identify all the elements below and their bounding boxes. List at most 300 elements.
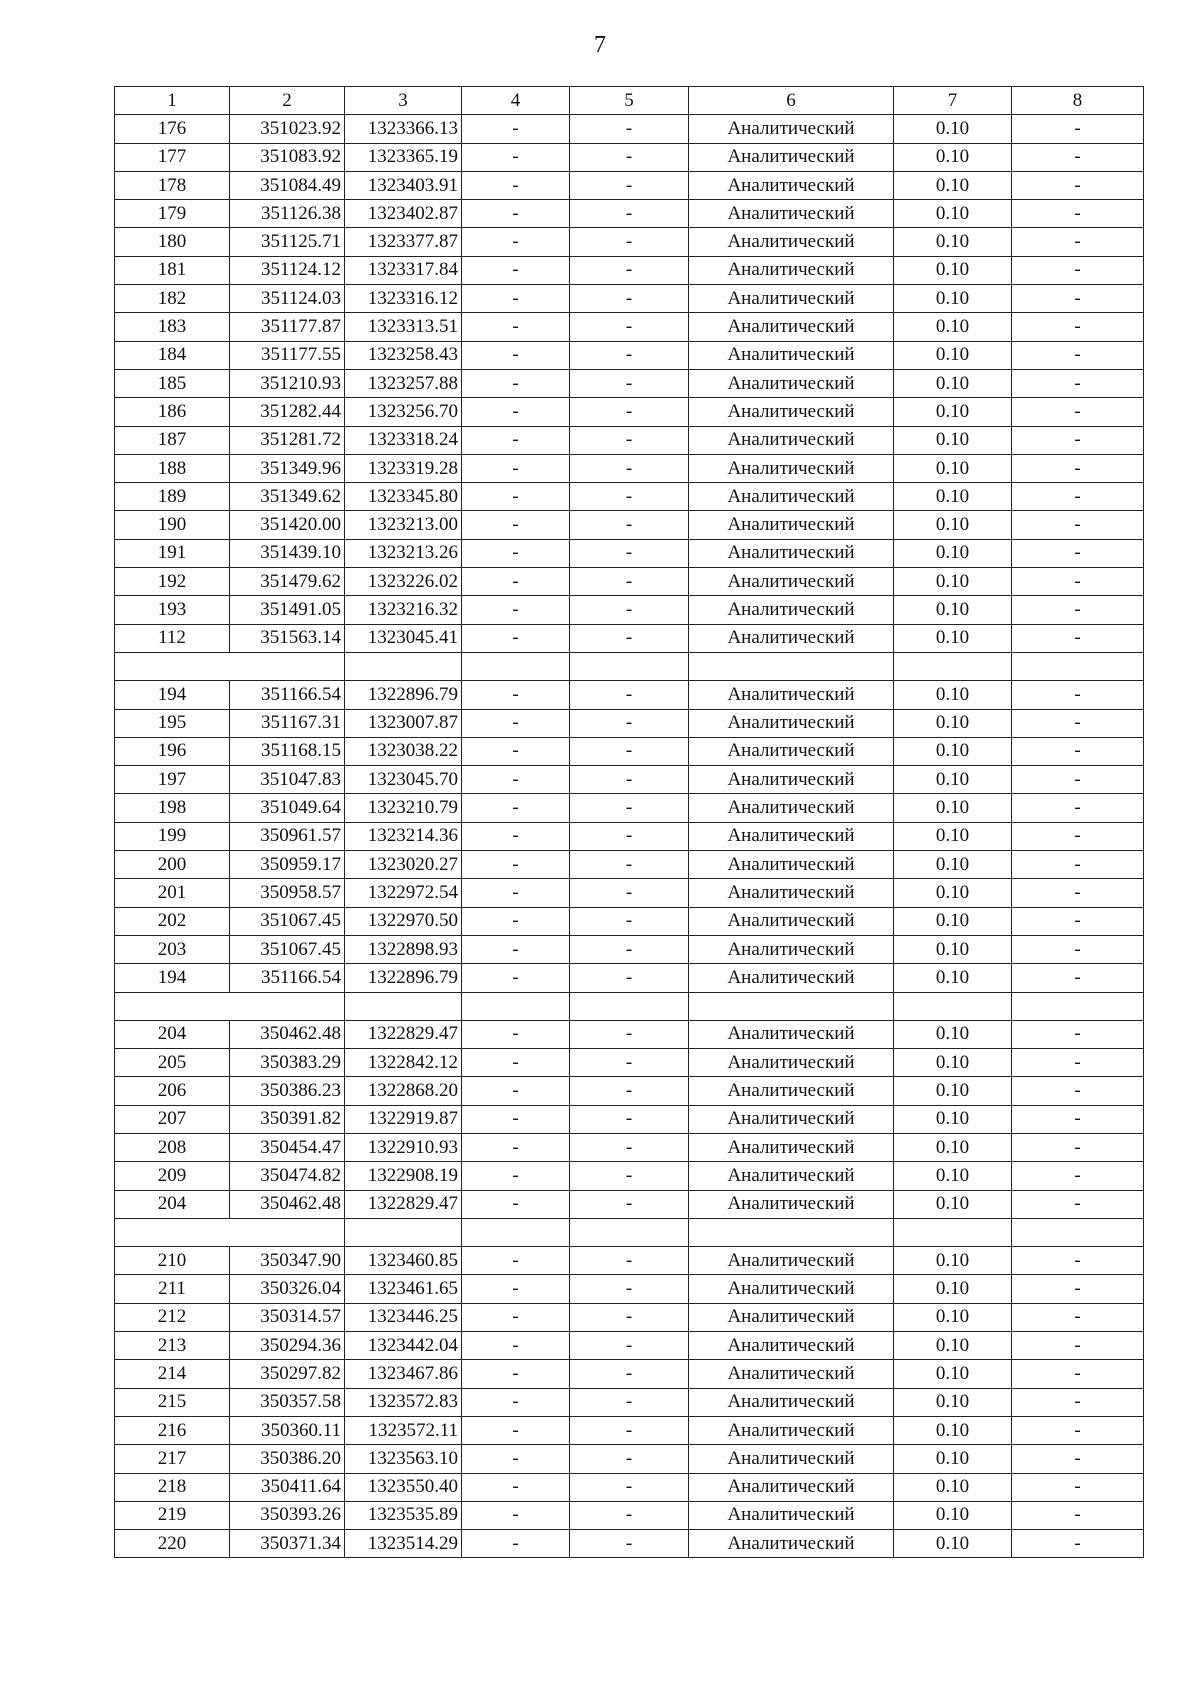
col8-cell: -	[1012, 285, 1144, 313]
point-number-cell: 193	[115, 596, 230, 624]
x-coordinate-cell: 351125.71	[230, 228, 345, 256]
col5-cell: -	[570, 681, 689, 709]
col5-cell: -	[570, 1077, 689, 1105]
method-cell: Аналитический	[689, 1020, 894, 1048]
col4-cell: -	[462, 964, 570, 992]
col8-cell: -	[1012, 1133, 1144, 1161]
method-cell: Аналитический	[689, 1049, 894, 1077]
col4-cell: -	[462, 398, 570, 426]
accuracy-cell: 0.10	[894, 1501, 1012, 1529]
y-coordinate-cell: 1323316.12	[345, 285, 462, 313]
col4-cell: -	[462, 341, 570, 369]
y-coordinate-cell: 1322842.12	[345, 1049, 462, 1077]
y-coordinate-cell: 1323377.87	[345, 228, 462, 256]
header-cell: 6	[689, 87, 894, 115]
accuracy-cell: 0.10	[894, 1530, 1012, 1558]
x-coordinate-cell: 351083.92	[230, 143, 345, 171]
separator-row	[115, 992, 1144, 1020]
y-coordinate-cell: 1323365.19	[345, 143, 462, 171]
x-coordinate-cell: 350462.48	[230, 1020, 345, 1048]
accuracy-cell: 0.10	[894, 426, 1012, 454]
y-coordinate-cell: 1323572.11	[345, 1416, 462, 1444]
col4-cell: -	[462, 511, 570, 539]
table-row	[115, 1190, 1144, 1218]
col5-cell: -	[570, 596, 689, 624]
y-coordinate-cell: 1323007.87	[345, 709, 462, 737]
method-cell: Аналитический	[689, 454, 894, 482]
col8-cell: -	[1012, 1275, 1144, 1303]
x-coordinate-cell: 351349.62	[230, 483, 345, 511]
col4-cell: -	[462, 681, 570, 709]
table-row	[115, 256, 1144, 284]
accuracy-cell: 0.10	[894, 1247, 1012, 1275]
point-number-cell: 180	[115, 228, 230, 256]
table-row	[115, 539, 1144, 567]
y-coordinate-cell: 1323572.83	[345, 1388, 462, 1416]
y-coordinate-cell: 1322896.79	[345, 964, 462, 992]
y-coordinate-cell: 1323216.32	[345, 596, 462, 624]
empty-cell	[345, 992, 462, 1020]
method-cell: Аналитический	[689, 1445, 894, 1473]
col5-cell: -	[570, 369, 689, 397]
x-coordinate-cell: 351439.10	[230, 539, 345, 567]
y-coordinate-cell: 1323535.89	[345, 1501, 462, 1529]
accuracy-cell: 0.10	[894, 1105, 1012, 1133]
accuracy-cell: 0.10	[894, 1360, 1012, 1388]
col4-cell: -	[462, 624, 570, 652]
y-coordinate-cell: 1323020.27	[345, 851, 462, 879]
empty-cell	[570, 652, 689, 680]
point-number-cell: 204	[115, 1190, 230, 1218]
point-number-cell: 178	[115, 171, 230, 199]
table-row	[115, 115, 1144, 143]
point-number-cell: 208	[115, 1133, 230, 1161]
col5-cell: -	[570, 766, 689, 794]
col8-cell: -	[1012, 539, 1144, 567]
accuracy-cell: 0.10	[894, 454, 1012, 482]
col5-cell: -	[570, 143, 689, 171]
y-coordinate-cell: 1323256.70	[345, 398, 462, 426]
accuracy-cell: 0.10	[894, 256, 1012, 284]
col4-cell: -	[462, 1473, 570, 1501]
x-coordinate-cell: 351177.87	[230, 313, 345, 341]
empty-cell	[894, 1218, 1012, 1246]
accuracy-cell: 0.10	[894, 369, 1012, 397]
accuracy-cell: 0.10	[894, 341, 1012, 369]
table-row	[115, 624, 1144, 652]
point-number-cell: 179	[115, 200, 230, 228]
point-number-cell: 197	[115, 766, 230, 794]
y-coordinate-cell: 1323045.41	[345, 624, 462, 652]
x-coordinate-cell: 351049.64	[230, 794, 345, 822]
col5-cell: -	[570, 879, 689, 907]
col4-cell: -	[462, 200, 570, 228]
method-cell: Аналитический	[689, 907, 894, 935]
point-number-cell: 191	[115, 539, 230, 567]
table-row	[115, 568, 1144, 596]
col5-cell: -	[570, 907, 689, 935]
point-number-cell: 213	[115, 1332, 230, 1360]
accuracy-cell: 0.10	[894, 313, 1012, 341]
x-coordinate-cell: 350294.36	[230, 1332, 345, 1360]
col4-cell: -	[462, 1133, 570, 1161]
accuracy-cell: 0.10	[894, 879, 1012, 907]
col4-cell: -	[462, 907, 570, 935]
col8-cell: -	[1012, 228, 1144, 256]
method-cell: Аналитический	[689, 822, 894, 850]
point-number-cell: 204	[115, 1020, 230, 1048]
accuracy-cell: 0.10	[894, 1162, 1012, 1190]
point-number-cell: 184	[115, 341, 230, 369]
col4-cell: -	[462, 313, 570, 341]
header-cell: 1	[115, 87, 230, 115]
y-coordinate-cell: 1322972.54	[345, 879, 462, 907]
table-row	[115, 313, 1144, 341]
col8-cell: -	[1012, 851, 1144, 879]
point-number-cell: 112	[115, 624, 230, 652]
table-row	[115, 1303, 1144, 1331]
x-coordinate-cell: 351166.54	[230, 964, 345, 992]
accuracy-cell: 0.10	[894, 766, 1012, 794]
x-coordinate-cell: 351420.00	[230, 511, 345, 539]
table-row	[115, 907, 1144, 935]
method-cell: Аналитический	[689, 568, 894, 596]
col8-cell: -	[1012, 511, 1144, 539]
table-row	[115, 935, 1144, 963]
col8-cell: -	[1012, 681, 1144, 709]
x-coordinate-cell: 351124.03	[230, 285, 345, 313]
x-coordinate-cell: 351166.54	[230, 681, 345, 709]
point-number-cell: 205	[115, 1049, 230, 1077]
accuracy-cell: 0.10	[894, 935, 1012, 963]
col4-cell: -	[462, 851, 570, 879]
col8-cell: -	[1012, 398, 1144, 426]
accuracy-cell: 0.10	[894, 851, 1012, 879]
method-cell: Аналитический	[689, 766, 894, 794]
table-row	[115, 1105, 1144, 1133]
col4-cell: -	[462, 1190, 570, 1218]
col8-cell: -	[1012, 964, 1144, 992]
col8-cell: -	[1012, 568, 1144, 596]
empty-cell	[230, 652, 345, 680]
method-cell: Аналитический	[689, 1133, 894, 1161]
table-row	[115, 285, 1144, 313]
x-coordinate-cell: 351177.55	[230, 341, 345, 369]
x-coordinate-cell: 350371.34	[230, 1530, 345, 1558]
empty-cell	[345, 1218, 462, 1246]
col8-cell: -	[1012, 369, 1144, 397]
accuracy-cell: 0.10	[894, 228, 1012, 256]
col8-cell: -	[1012, 1445, 1144, 1473]
table-row	[115, 1473, 1144, 1501]
col8-cell: -	[1012, 879, 1144, 907]
table-row	[115, 1133, 1144, 1161]
point-number-cell: 215	[115, 1388, 230, 1416]
x-coordinate-cell: 350297.82	[230, 1360, 345, 1388]
empty-cell	[570, 992, 689, 1020]
x-coordinate-cell: 350357.58	[230, 1388, 345, 1416]
empty-cell	[462, 992, 570, 1020]
col5-cell: -	[570, 1332, 689, 1360]
col5-cell: -	[570, 822, 689, 850]
method-cell: Аналитический	[689, 313, 894, 341]
y-coordinate-cell: 1322970.50	[345, 907, 462, 935]
method-cell: Аналитический	[689, 143, 894, 171]
y-coordinate-cell: 1323319.28	[345, 454, 462, 482]
y-coordinate-cell: 1323563.10	[345, 1445, 462, 1473]
accuracy-cell: 0.10	[894, 1275, 1012, 1303]
col4-cell: -	[462, 143, 570, 171]
table-row	[115, 596, 1144, 624]
col4-cell: -	[462, 709, 570, 737]
accuracy-cell: 0.10	[894, 1077, 1012, 1105]
col8-cell: -	[1012, 709, 1144, 737]
col5-cell: -	[570, 341, 689, 369]
table-row	[115, 794, 1144, 822]
x-coordinate-cell: 350386.20	[230, 1445, 345, 1473]
point-number-cell: 201	[115, 879, 230, 907]
x-coordinate-cell: 350959.17	[230, 851, 345, 879]
accuracy-cell: 0.10	[894, 1049, 1012, 1077]
point-number-cell: 176	[115, 115, 230, 143]
table-row	[115, 1332, 1144, 1360]
table-row	[115, 1530, 1144, 1558]
col8-cell: -	[1012, 313, 1144, 341]
table-row	[115, 709, 1144, 737]
col8-cell: -	[1012, 1020, 1144, 1048]
empty-cell	[1012, 1218, 1144, 1246]
table-row	[115, 1049, 1144, 1077]
col4-cell: -	[462, 115, 570, 143]
col8-cell: -	[1012, 1332, 1144, 1360]
method-cell: Аналитический	[689, 935, 894, 963]
col4-cell: -	[462, 369, 570, 397]
x-coordinate-cell: 350411.64	[230, 1473, 345, 1501]
accuracy-cell: 0.10	[894, 539, 1012, 567]
col4-cell: -	[462, 539, 570, 567]
accuracy-cell: 0.10	[894, 171, 1012, 199]
point-number-cell: 186	[115, 398, 230, 426]
accuracy-cell: 0.10	[894, 1020, 1012, 1048]
table-row	[115, 200, 1144, 228]
y-coordinate-cell: 1323460.85	[345, 1247, 462, 1275]
x-coordinate-cell: 351023.92	[230, 115, 345, 143]
x-coordinate-cell: 351126.38	[230, 200, 345, 228]
col8-cell: -	[1012, 1530, 1144, 1558]
y-coordinate-cell: 1323213.26	[345, 539, 462, 567]
col8-cell: -	[1012, 341, 1144, 369]
col4-cell: -	[462, 1105, 570, 1133]
y-coordinate-cell: 1323045.70	[345, 766, 462, 794]
y-coordinate-cell: 1323258.43	[345, 341, 462, 369]
col8-cell: -	[1012, 1303, 1144, 1331]
y-coordinate-cell: 1323467.86	[345, 1360, 462, 1388]
accuracy-cell: 0.10	[894, 483, 1012, 511]
accuracy-cell: 0.10	[894, 398, 1012, 426]
method-cell: Аналитический	[689, 851, 894, 879]
x-coordinate-cell: 350360.11	[230, 1416, 345, 1444]
accuracy-cell: 0.10	[894, 143, 1012, 171]
method-cell: Аналитический	[689, 596, 894, 624]
accuracy-cell: 0.10	[894, 200, 1012, 228]
col8-cell: -	[1012, 907, 1144, 935]
col8-cell: -	[1012, 426, 1144, 454]
col8-cell: -	[1012, 1077, 1144, 1105]
method-cell: Аналитический	[689, 369, 894, 397]
col4-cell: -	[462, 1388, 570, 1416]
col4-cell: -	[462, 737, 570, 765]
accuracy-cell: 0.10	[894, 1473, 1012, 1501]
y-coordinate-cell: 1323213.00	[345, 511, 462, 539]
y-coordinate-cell: 1322829.47	[345, 1190, 462, 1218]
y-coordinate-cell: 1323402.87	[345, 200, 462, 228]
col5-cell: -	[570, 794, 689, 822]
col4-cell: -	[462, 256, 570, 284]
col8-cell: -	[1012, 766, 1144, 794]
point-number-cell: 185	[115, 369, 230, 397]
y-coordinate-cell: 1323214.36	[345, 822, 462, 850]
y-coordinate-cell: 1322898.93	[345, 935, 462, 963]
col8-cell: -	[1012, 596, 1144, 624]
col8-cell: -	[1012, 256, 1144, 284]
empty-cell	[1012, 652, 1144, 680]
y-coordinate-cell: 1323461.65	[345, 1275, 462, 1303]
method-cell: Аналитический	[689, 794, 894, 822]
x-coordinate-cell: 351563.14	[230, 624, 345, 652]
table-row	[115, 851, 1144, 879]
method-cell: Аналитический	[689, 879, 894, 907]
y-coordinate-cell: 1323514.29	[345, 1530, 462, 1558]
empty-cell	[230, 992, 345, 1020]
x-coordinate-cell: 351210.93	[230, 369, 345, 397]
method-cell: Аналитический	[689, 511, 894, 539]
table-row	[115, 1077, 1144, 1105]
x-coordinate-cell: 351047.83	[230, 766, 345, 794]
col5-cell: -	[570, 1049, 689, 1077]
method-cell: Аналитический	[689, 115, 894, 143]
accuracy-cell: 0.10	[894, 1416, 1012, 1444]
x-coordinate-cell: 351124.12	[230, 256, 345, 284]
method-cell: Аналитический	[689, 1162, 894, 1190]
point-number-cell: 182	[115, 285, 230, 313]
point-number-cell: 214	[115, 1360, 230, 1388]
col8-cell: -	[1012, 483, 1144, 511]
accuracy-cell: 0.10	[894, 1190, 1012, 1218]
header-cell: 7	[894, 87, 1012, 115]
col8-cell: -	[1012, 200, 1144, 228]
y-coordinate-cell: 1323446.25	[345, 1303, 462, 1331]
col4-cell: -	[462, 454, 570, 482]
x-coordinate-cell: 350393.26	[230, 1501, 345, 1529]
method-cell: Аналитический	[689, 426, 894, 454]
table-row	[115, 369, 1144, 397]
col8-cell: -	[1012, 1247, 1144, 1275]
point-number-cell: 194	[115, 964, 230, 992]
y-coordinate-cell: 1323442.04	[345, 1332, 462, 1360]
header-cell: 3	[345, 87, 462, 115]
accuracy-cell: 0.10	[894, 964, 1012, 992]
col4-cell: -	[462, 1530, 570, 1558]
col4-cell: -	[462, 1416, 570, 1444]
empty-cell	[345, 652, 462, 680]
table-row	[115, 171, 1144, 199]
accuracy-cell: 0.10	[894, 822, 1012, 850]
col8-cell: -	[1012, 1473, 1144, 1501]
col5-cell: -	[570, 1275, 689, 1303]
col5-cell: -	[570, 171, 689, 199]
method-cell: Аналитический	[689, 256, 894, 284]
y-coordinate-cell: 1322910.93	[345, 1133, 462, 1161]
col4-cell: -	[462, 568, 570, 596]
header-cell: 8	[1012, 87, 1144, 115]
x-coordinate-cell: 351479.62	[230, 568, 345, 596]
col8-cell: -	[1012, 1416, 1144, 1444]
point-number-cell: 216	[115, 1416, 230, 1444]
table-row	[115, 964, 1144, 992]
y-coordinate-cell: 1322919.87	[345, 1105, 462, 1133]
accuracy-cell: 0.10	[894, 1133, 1012, 1161]
col8-cell: -	[1012, 822, 1144, 850]
accuracy-cell: 0.10	[894, 1388, 1012, 1416]
method-cell: Аналитический	[689, 228, 894, 256]
table-row	[115, 1020, 1144, 1048]
point-number-cell: 196	[115, 737, 230, 765]
table-row	[115, 1360, 1144, 1388]
x-coordinate-cell: 350961.57	[230, 822, 345, 850]
method-cell: Аналитический	[689, 1530, 894, 1558]
method-cell: Аналитический	[689, 1275, 894, 1303]
table-row	[115, 766, 1144, 794]
col8-cell: -	[1012, 1162, 1144, 1190]
point-number-cell: 181	[115, 256, 230, 284]
col8-cell: -	[1012, 737, 1144, 765]
col4-cell: -	[462, 1049, 570, 1077]
separator-row	[115, 1218, 1144, 1246]
table-row	[115, 341, 1144, 369]
col5-cell: -	[570, 228, 689, 256]
method-cell: Аналитический	[689, 398, 894, 426]
x-coordinate-cell: 351067.45	[230, 935, 345, 963]
x-coordinate-cell: 350462.48	[230, 1190, 345, 1218]
col5-cell: -	[570, 1445, 689, 1473]
col8-cell: -	[1012, 1360, 1144, 1388]
method-cell: Аналитический	[689, 681, 894, 709]
table-row	[115, 454, 1144, 482]
y-coordinate-cell: 1322908.19	[345, 1162, 462, 1190]
point-number-cell: 192	[115, 568, 230, 596]
col4-cell: -	[462, 935, 570, 963]
empty-cell	[230, 1218, 345, 1246]
empty-cell	[115, 1218, 230, 1246]
col8-cell: -	[1012, 935, 1144, 963]
accuracy-cell: 0.10	[894, 568, 1012, 596]
y-coordinate-cell: 1322868.20	[345, 1077, 462, 1105]
accuracy-cell: 0.10	[894, 1332, 1012, 1360]
x-coordinate-cell: 350454.47	[230, 1133, 345, 1161]
method-cell: Аналитический	[689, 483, 894, 511]
col4-cell: -	[462, 1360, 570, 1388]
col5-cell: -	[570, 539, 689, 567]
col4-cell: -	[462, 1247, 570, 1275]
y-coordinate-cell: 1323318.24	[345, 426, 462, 454]
table-row	[115, 426, 1144, 454]
method-cell: Аналитический	[689, 1360, 894, 1388]
accuracy-cell: 0.10	[894, 794, 1012, 822]
point-number-cell: 177	[115, 143, 230, 171]
point-number-cell: 189	[115, 483, 230, 511]
table-row	[115, 1416, 1144, 1444]
col5-cell: -	[570, 313, 689, 341]
